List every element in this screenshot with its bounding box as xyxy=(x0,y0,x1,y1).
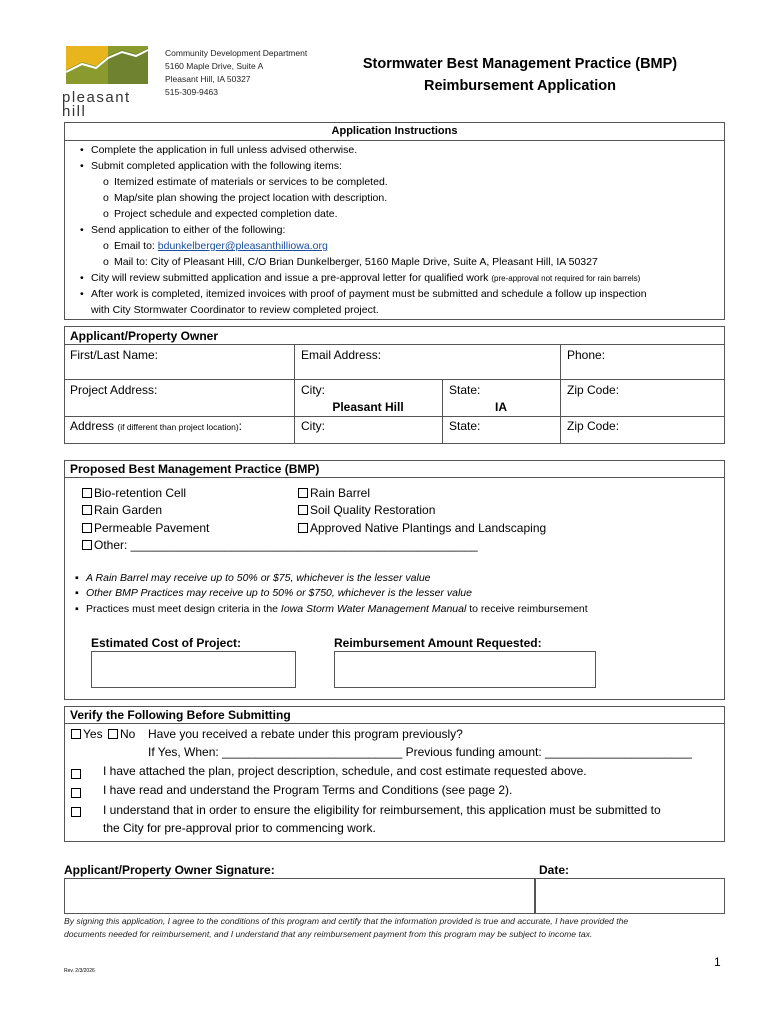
address-colon: : xyxy=(238,419,242,433)
project-address-label: Project Address: xyxy=(70,383,158,397)
note3-post: to receive reimbursement xyxy=(466,603,588,615)
dept-address2: Pleasant Hill, IA 50327 xyxy=(165,74,251,84)
reimb-input[interactable] xyxy=(334,651,596,688)
checkbox[interactable] xyxy=(71,769,81,779)
verify-text-2: I have read and understand the Program Terms and Conditions (see page 2). xyxy=(103,783,513,797)
email-link[interactable]: bdunkelberger@pleasanthilliowa.org xyxy=(157,240,328,252)
signature-label: Applicant/Property Owner Signature: xyxy=(64,863,275,877)
city-logo xyxy=(62,44,152,120)
dept-phone: 515-309-9463 xyxy=(165,87,218,97)
revision-date: Rev. 2/3/2026 xyxy=(64,968,95,974)
dept-address1: 5160 Maple Drive, Suite A xyxy=(165,61,264,71)
disclaimer xyxy=(64,915,628,941)
instr-sub-3: o Project schedule and expected completion date. xyxy=(114,206,338,222)
checkbox[interactable] xyxy=(82,540,92,550)
bmp-option-soil[interactable] xyxy=(298,503,435,517)
option-label: Soil Quality Restoration xyxy=(310,503,436,517)
bmp-option-other[interactable] xyxy=(82,538,478,552)
instr-bullet-3: • Send application to either of the following: xyxy=(91,222,285,238)
zip-label: Zip Code: xyxy=(567,383,620,397)
address-note: (if different than project location) xyxy=(117,422,239,432)
verify-check-3[interactable] xyxy=(71,803,83,821)
bmp-option-native[interactable] xyxy=(298,521,546,535)
state-label: State: xyxy=(449,383,481,397)
reimb-label: Reimbursement Amount Requested: xyxy=(334,636,542,650)
phone-label: Phone: xyxy=(567,348,606,362)
logo-text: pleasant hill xyxy=(62,89,131,120)
instr-sub-4 xyxy=(114,238,328,254)
cost-label: Estimated Cost of Project: xyxy=(91,636,242,650)
checkbox[interactable] xyxy=(298,505,308,515)
bmp-option-rain-barrel[interactable] xyxy=(298,486,370,500)
name-label: First/Last Name: xyxy=(70,348,159,362)
logo-hills-icon xyxy=(62,44,152,86)
state-value: IA xyxy=(495,400,507,414)
bmp-note-2: ▪ Other BMP Practices may receive up to 50% or $750, whichever is the lesser value xyxy=(86,585,472,601)
email-label: Email Address: xyxy=(301,348,382,362)
rebate-followup: If Yes, When: ___________________________ Previous funding amount: ______________________ xyxy=(148,745,692,759)
checkbox[interactable] xyxy=(298,488,308,498)
instr-sub-5: o Mail to: City of Pleasant Hill, C/O Brian Dunkelberger, 5160 Maple Drive, Suite A, Pleasant Hill, IA 50327 xyxy=(114,254,598,270)
title-line1: Stormwater Best Management Practice (BMP) xyxy=(362,56,678,72)
verify-text-3-cont: the City for pre-approval prior to commencing work. xyxy=(103,821,376,835)
verify-text-1: I have attached the plan, project description, schedule, and cost estimate requested above. xyxy=(103,764,587,778)
address-label-text: Address xyxy=(70,419,115,433)
state2-label: State: xyxy=(449,419,481,433)
verify-check-1[interactable] xyxy=(71,765,83,783)
title-line2: Reimbursement Application xyxy=(423,78,617,94)
instr-bullet-4 xyxy=(91,270,640,287)
zip2-label: Zip Code: xyxy=(567,419,620,433)
bmp-heading: Proposed Best Management Practice (BMP) xyxy=(70,462,320,476)
instr-sub-2: o Map/site plan showing the project location with description. xyxy=(114,190,387,206)
dept-name: Community Development Department xyxy=(165,48,308,58)
bmp-option-bioretention[interactable] xyxy=(82,486,186,500)
bmp-note-1: ▪ A Rain Barrel may receive up to 50% or $75, whichever is the lesser value xyxy=(86,570,431,586)
instr-bullet-5-cont: with City Stormwater Coordinator to review completed project. xyxy=(91,304,379,316)
verify-text-3: I understand that in order to ensure the eligibility for reimbursement, this application must be submitted to xyxy=(103,803,661,817)
checkbox[interactable] xyxy=(108,729,118,739)
page-number: 1 xyxy=(714,955,721,969)
email-prefix: Email to: xyxy=(114,240,158,252)
rebate-question: Have you received a rebate under this program previously? xyxy=(148,727,463,741)
signature-input[interactable] xyxy=(64,878,535,914)
bmp-option-rain-garden[interactable] xyxy=(82,503,162,517)
option-label: Other: ____________________________________________________ xyxy=(94,538,478,552)
disclaimer-line1: By signing this application, I agree to the conditions of this program and certify that the information provided is true and accurate, I have provided the xyxy=(64,916,629,926)
no-label: No xyxy=(120,727,136,741)
bmp-option-permeable[interactable] xyxy=(82,521,209,535)
checkbox[interactable] xyxy=(71,729,81,739)
checkbox[interactable] xyxy=(71,788,81,798)
city-value: Pleasant Hill xyxy=(332,400,404,414)
applicant-heading: Applicant/Property Owner xyxy=(70,329,219,343)
checkbox[interactable] xyxy=(82,488,92,498)
bullet4-text: City will review submitted application and issue a pre-approval letter for qualified work xyxy=(91,272,489,284)
checkbox[interactable] xyxy=(298,523,308,533)
option-label: Bio-retention Cell xyxy=(94,486,187,500)
instructions-heading: Application Instructions xyxy=(331,125,458,137)
instr-bullet-2: • Submit completed application with the following items: xyxy=(91,158,342,174)
bmp-note-3 xyxy=(86,601,588,617)
instr-bullet-5: • After work is completed, itemized invoices with proof of payment must be submitted and schedule a follow up inspection xyxy=(91,286,647,302)
instr-sub-1: o Itemized estimate of materials or services to be completed. xyxy=(114,174,388,190)
option-label: Rain Barrel xyxy=(310,486,371,500)
verify-heading: Verify the Following Before Submitting xyxy=(70,708,291,722)
cost-input[interactable] xyxy=(91,651,296,688)
checkbox[interactable] xyxy=(82,523,92,533)
checkbox[interactable] xyxy=(82,505,92,515)
option-label: Permeable Pavement xyxy=(94,521,210,535)
verify-check-2[interactable] xyxy=(71,784,83,802)
bullet4-note: (pre-approval not required for rain barrels) xyxy=(491,274,641,283)
rebate-no[interactable] xyxy=(108,727,135,741)
note3-manual: Iowa Storm Water Management Manual xyxy=(280,603,467,615)
option-label: Approved Native Plantings and Landscaping xyxy=(310,521,547,535)
option-label: Rain Garden xyxy=(94,503,163,517)
dept-info xyxy=(165,47,307,99)
yes-label: Yes xyxy=(83,727,103,741)
city2-label: City: xyxy=(301,419,325,433)
instr-bullet-1: • Complete the application in full unless advised otherwise. xyxy=(91,142,357,158)
disclaimer-line2: documents needed for reimbursement, and I understand that any reimbursement payment from this program may be subject to income tax. xyxy=(64,929,593,939)
checkbox[interactable] xyxy=(71,807,81,817)
note3-pre: Practices must meet design criteria in the xyxy=(86,603,281,615)
city-label: City: xyxy=(301,383,325,397)
rebate-yes[interactable] xyxy=(71,727,103,741)
mailing-address-label xyxy=(70,419,242,433)
date-label: Date: xyxy=(539,863,570,877)
page-title xyxy=(330,53,710,97)
date-input[interactable] xyxy=(535,878,725,914)
